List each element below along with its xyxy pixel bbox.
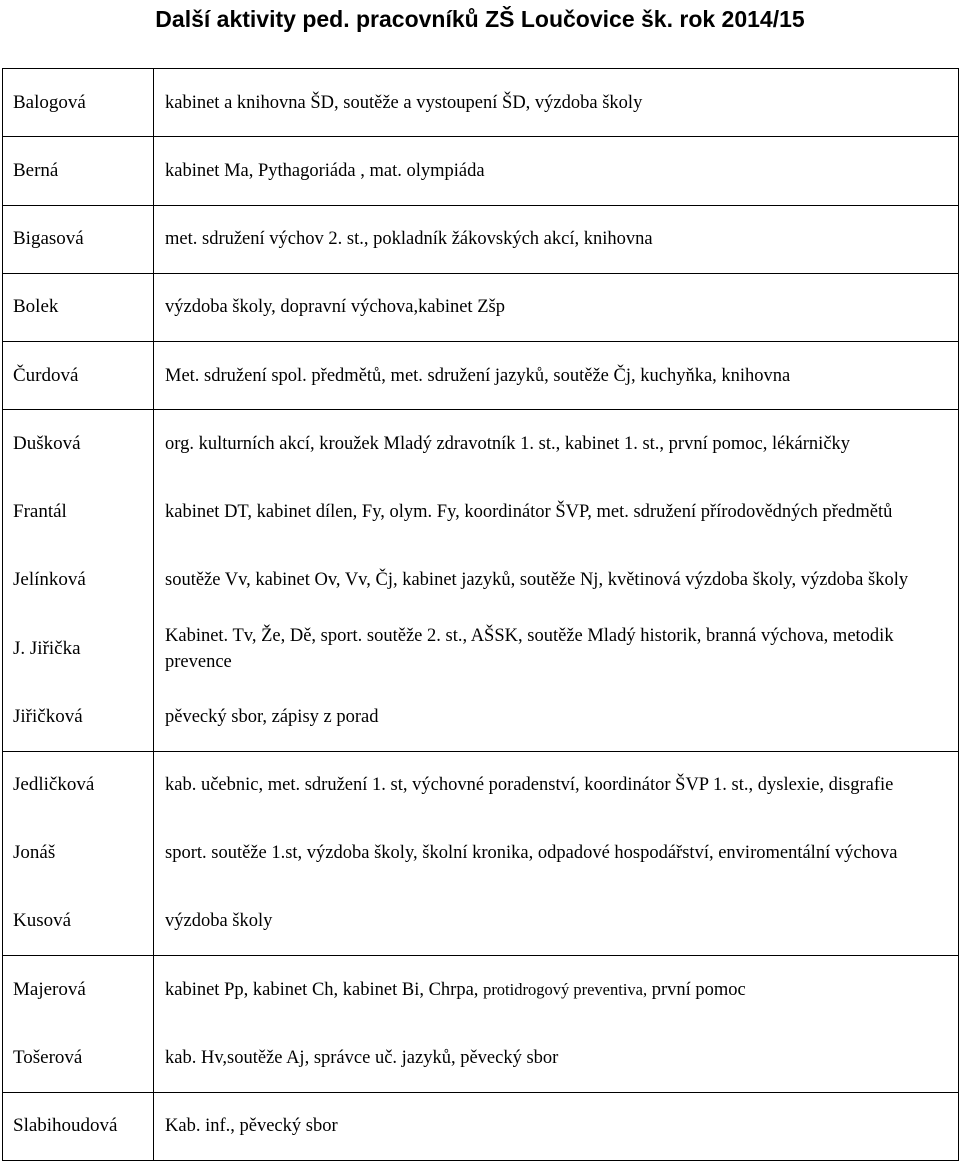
teacher-activity: Kabinet. Tv, Že, Dě, sport. soutěže 2. st., AŠSK, soutěže Mladý historik, branná výchova, metodik prevence xyxy=(154,615,959,683)
table-row xyxy=(3,69,959,137)
table-row xyxy=(3,342,959,410)
teacher-activity: sport. soutěže 1.st, výzdoba školy, školní kronika, odpadové hospodářství, enviromentální výchova xyxy=(154,819,959,887)
teacher-name: Čurdová xyxy=(3,342,154,410)
table-row xyxy=(3,410,959,478)
activities-table xyxy=(2,68,959,1161)
teacher-name: Dušková xyxy=(3,410,154,478)
table-row xyxy=(3,751,959,819)
page-title: Další aktivity ped. pracovníků ZŠ Loučovice šk. rok 2014/15 xyxy=(155,6,805,32)
teacher-activity: kab. učebnic, met. sdružení 1. st, výchovné poradenství, koordinátor ŠVP 1. st., dyslexie, disgrafie xyxy=(154,751,959,819)
teacher-activity: výzdoba školy, dopravní výchova,kabinet Zšp xyxy=(154,273,959,341)
teacher-activity: kabinet DT, kabinet dílen, Fy, olym. Fy, koordinátor ŠVP, met. sdružení přírodovědných předmětů xyxy=(154,478,959,546)
table-row xyxy=(3,1092,959,1160)
table-row xyxy=(3,956,959,1024)
table-row xyxy=(3,819,959,887)
table-row xyxy=(3,478,959,546)
teacher-name: Majerová xyxy=(3,956,154,1024)
teacher-activity: Met. sdružení spol. předmětů, met. sdružení jazyků, soutěže Čj, kuchyňka, knihovna xyxy=(154,342,959,410)
table-row xyxy=(3,1024,959,1092)
teacher-name: Bigasová xyxy=(3,205,154,273)
teacher-activity: org. kulturních akcí, kroužek Mladý zdravotník 1. st., kabinet 1. st., první pomoc, lékárničky xyxy=(154,410,959,478)
teacher-name: Jedličková xyxy=(3,751,154,819)
teacher-name: Bolek xyxy=(3,273,154,341)
activity-text: kabinet Pp, kabinet Ch, kabinet Bi, Chrpa, xyxy=(165,980,484,1001)
activity-text-small: protidrogový preventiva, xyxy=(483,980,648,1000)
teacher-name: Frantál xyxy=(3,478,154,546)
teacher-activity: kabinet Ma, Pythagoriáda , mat. olympiáda xyxy=(154,137,959,205)
teacher-activity xyxy=(154,956,959,1024)
teacher-name: Jonáš xyxy=(3,819,154,887)
table-row xyxy=(3,205,959,273)
teacher-name: Berná xyxy=(3,137,154,205)
teacher-activity: výzdoba školy xyxy=(154,888,959,956)
teacher-name: Jelínková xyxy=(3,546,154,614)
table-row xyxy=(3,546,959,614)
teacher-name: Kusová xyxy=(3,888,154,956)
teacher-activity: pěvecký sbor, zápisy z porad xyxy=(154,683,959,751)
teacher-activity: kabinet a knihovna ŠD, soutěže a vystoupení ŠD, výzdoba školy xyxy=(154,69,959,137)
teacher-name: J. Jiřička xyxy=(3,615,154,683)
teacher-name: Balogová xyxy=(3,69,154,137)
teacher-activity: kab. Hv,soutěže Aj, správce uč. jazyků, pěvecký sbor xyxy=(154,1024,959,1092)
teacher-activity: Kab. inf., pěvecký sbor xyxy=(154,1092,959,1160)
table-row xyxy=(3,683,959,751)
table-row xyxy=(3,888,959,956)
table-row xyxy=(3,137,959,205)
table-row xyxy=(3,615,959,683)
teacher-activity: met. sdružení výchov 2. st., pokladník žákovských akcí, knihovna xyxy=(154,205,959,273)
activity-text-end: první pomoc xyxy=(647,980,746,1001)
teacher-name: Tošerová xyxy=(3,1024,154,1092)
teacher-name: Slabihoudová xyxy=(3,1092,154,1160)
teacher-name: Jiřičková xyxy=(3,683,154,751)
teacher-activity: soutěže Vv, kabinet Ov, Vv, Čj, kabinet jazyků, soutěže Nj, květinová výzdoba školy, výzdoba školy xyxy=(154,546,959,614)
table-row xyxy=(3,273,959,341)
